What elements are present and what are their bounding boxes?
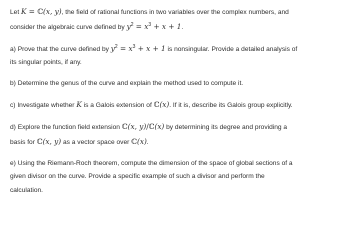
math-equals: = [26, 7, 38, 16]
question-e-line-1: e) Using the Riemann-Roch theorem, compute the dimension of the space of global sections of a [10, 159, 293, 167]
math-curve-rest: + x + 1 [135, 43, 166, 53]
math-complex-field: ℂ [37, 7, 44, 16]
math-slash: / [146, 122, 149, 131]
question-d-text-1: d) Explore the function field extension [10, 124, 122, 131]
math-exp-2: 2 [130, 21, 134, 28]
intro-paragraph [10, 5, 340, 34]
math-complex-field: ℂ [153, 100, 160, 109]
intro-text-2: , the field of rational functions in two variables over the complex numbers, and [61, 9, 289, 16]
question-e-line-3: calculation. [10, 186, 43, 194]
question-d-text-5: . [146, 138, 149, 146]
math-complex-field: ℂ [121, 122, 128, 131]
math-K: K [21, 7, 27, 16]
intro-text-4: . [181, 23, 184, 31]
intro-text-3: consider the algebraic curve defined by [10, 23, 127, 31]
math-curve-rest: + x + 1 [151, 21, 182, 31]
math-complex-field: ℂ [148, 122, 155, 131]
question-d-text-4: as a vector space over [61, 138, 132, 146]
math-xy: (x, y) [42, 136, 62, 146]
question-d [10, 120, 340, 149]
question-c-text-2: is a Galois extension of [81, 102, 154, 109]
question-c-text-1: c) Investigate whether [10, 102, 77, 109]
math-exp-3: 3 [132, 43, 136, 50]
math-x: (x) [136, 136, 147, 146]
math-x: (x) [159, 100, 170, 109]
math-complex-field: ℂ [36, 136, 43, 146]
math-exp-2: 2 [114, 43, 118, 50]
intro-text-1: Let [10, 9, 21, 16]
math-xy: (x, y) [43, 7, 62, 16]
math-exp-3: 3 [148, 21, 152, 28]
question-c [10, 98, 340, 113]
question-b-text: b) Determine the genus of the curve and explain the method used to compute it. [10, 80, 244, 87]
question-c-text-3: . If it is, describe its Galois group explicitly. [169, 102, 293, 109]
question-a-text-1: a) Prove that the curve defined by [10, 45, 111, 53]
math-complex-field: ℂ [131, 136, 137, 146]
question-e [10, 157, 340, 198]
math-equals: = [117, 43, 129, 53]
question-b [10, 77, 340, 91]
math-equals: = [133, 21, 145, 31]
math-xy: (x, y) [127, 122, 147, 131]
question-a-text-2: is nonsingular. Provide a detailed analysis of [165, 45, 298, 53]
math-curve-y: y [110, 43, 115, 53]
math-curve-x: x [144, 21, 149, 31]
question-d-text-2: by determining its degree and providing a [164, 124, 288, 131]
math-x: (x) [154, 122, 165, 131]
question-e-line-2: given divisor on the curve. Provide a specific example of such a divisor and perform the [10, 173, 265, 180]
question-d-text-3: basis for [10, 138, 37, 146]
math-curve-x: x [128, 43, 133, 53]
math-curve-y: y [126, 21, 131, 31]
math-K: K [76, 100, 82, 109]
question-a-text-3: its singular points, if any. [10, 59, 82, 66]
question-a [10, 42, 340, 70]
